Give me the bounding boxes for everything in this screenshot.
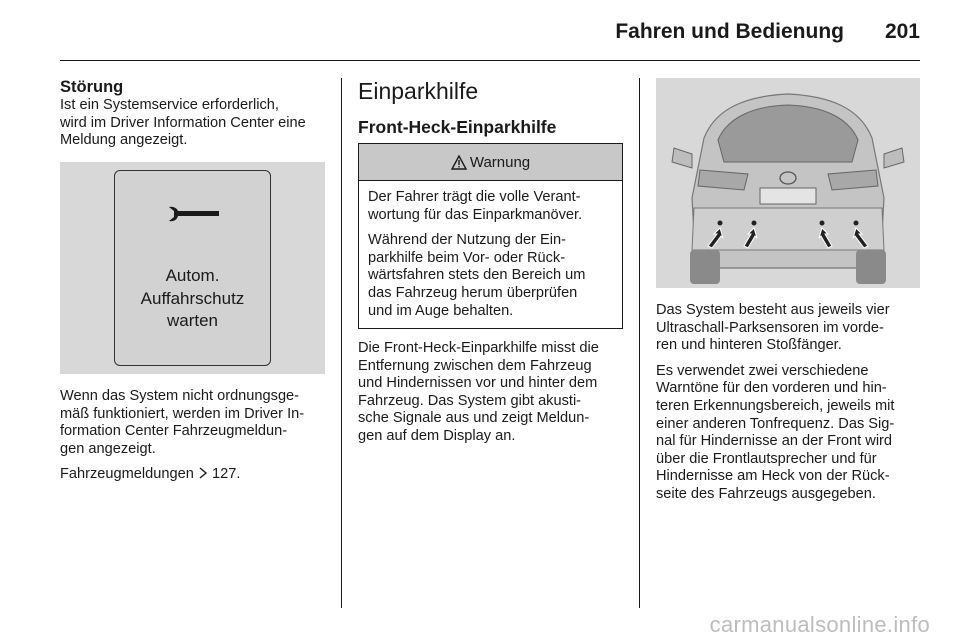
text-line: einer anderen Tonfrequenz. Das Sig- [656,415,895,432]
text-line: Ultraschall-Parksensoren im vorde- [656,319,884,336]
column-divider-1 [341,78,342,608]
text-line: nal für Hindernisse an der Front wird [656,433,893,450]
text-line: und Hindernissen vor und hinter dem [358,375,598,392]
warning-box [358,143,623,329]
page-reference[interactable] [60,466,325,484]
warning-paragraph-2 [368,232,613,320]
text-line: Entfernung zwischen dem Fahrzeug [358,357,592,374]
column-3-text [656,302,920,512]
sensors-paragraph [656,302,920,355]
text-line: Wenn das System nicht ordnungsge- [60,388,300,404]
page-title: Fahren und Bedienung [615,20,844,43]
reference-page: 127. [212,466,241,483]
text-line: teren Erkennungsbereich, jeweils mit [656,397,895,414]
column-1-lower [60,388,325,492]
warning-title: Warnung [469,153,531,171]
text-line: Warntöne für den vorderen und hin- [656,380,887,397]
warning-body [359,181,622,320]
car-rear-illustration [656,78,920,288]
display-line: warten [166,311,219,330]
header-rule [60,60,920,61]
sensor-dot [854,221,859,226]
text-line: wärtsfahren stets den Bereich um [368,267,586,284]
car-rear-figure [656,78,920,288]
text-line: Das System besteht aus jeweils vier [656,302,890,318]
display-message-figure [60,162,325,374]
text-line: formation Center Fahrzeugmeldun- [60,423,288,440]
display-line: Autom. [165,266,220,285]
einparkhilfe-paragraph [358,340,623,446]
warning-paragraph-1 [368,189,613,224]
text-line: Die Front-Heck-Einparkhilfe misst die [358,340,599,356]
watermark: carmanualsonline.info [709,612,930,637]
text-line: wird im Driver Information Center eine [60,114,306,131]
sensor-dot [752,221,757,226]
text-line: parkhilfe beim Vor- oder Rück- [368,249,566,266]
section-title-stoerung: Störung [60,78,124,96]
text-line: sche Signale aus und zeigt Meldun- [358,410,590,427]
text-line: Der Fahrer trägt die volle Verant- [368,189,581,205]
column-divider-2 [639,78,640,608]
wrench-icon [167,203,221,225]
display-message-text [115,265,270,333]
reference-text: Fahrzeugmeldungen [60,466,194,483]
text-line: Hindernisse am Heck von der Rück- [656,468,890,485]
arrow-outline-icon [198,467,208,479]
text-line: über die Frontlautsprecher und für [656,450,877,467]
text-line: wortung für das Einparkmanöver. [368,206,583,223]
page-number: 201 [884,20,920,43]
text-line: und im Auge behalten. [368,302,514,319]
text-line: mäß funktioniert, werden im Driver In- [60,405,305,422]
warning-triangle-icon [451,155,467,170]
text-line: Es verwendet zwei verschiedene [656,362,869,379]
display-line: Auffahrschutz [140,288,245,308]
text-line: Meldung angezeigt. [60,132,188,149]
sensor-dot [718,221,723,226]
sensor-dot [820,221,825,226]
malfunction-paragraph [60,388,325,458]
text-line: ren und hinteren Stoßfänger. [656,337,842,354]
text-line: Fahrzeug. Das System gibt akusti- [358,392,582,409]
text-line: gen angezeigt. [60,440,156,457]
text-line: Ist ein Systemservice erforderlich, [60,97,279,113]
text-line: gen auf dem Display an. [358,427,516,444]
display-screen [114,170,271,366]
text-line: Während der Nutzung der Ein- [368,232,566,249]
warning-header [359,144,622,181]
column-1 [60,78,325,158]
text-line: seite des Fahrzeugs ausgegeben. [656,485,876,502]
text-line: das Fahrzeug herum überprüfen [368,284,578,301]
intro-paragraph [60,97,325,150]
warning-tones-paragraph [656,363,920,504]
heading-einparkhilfe: Einparkhilfe [358,78,479,104]
subheading-front-heck: Front-Heck-Einparkhilfe [358,117,557,137]
